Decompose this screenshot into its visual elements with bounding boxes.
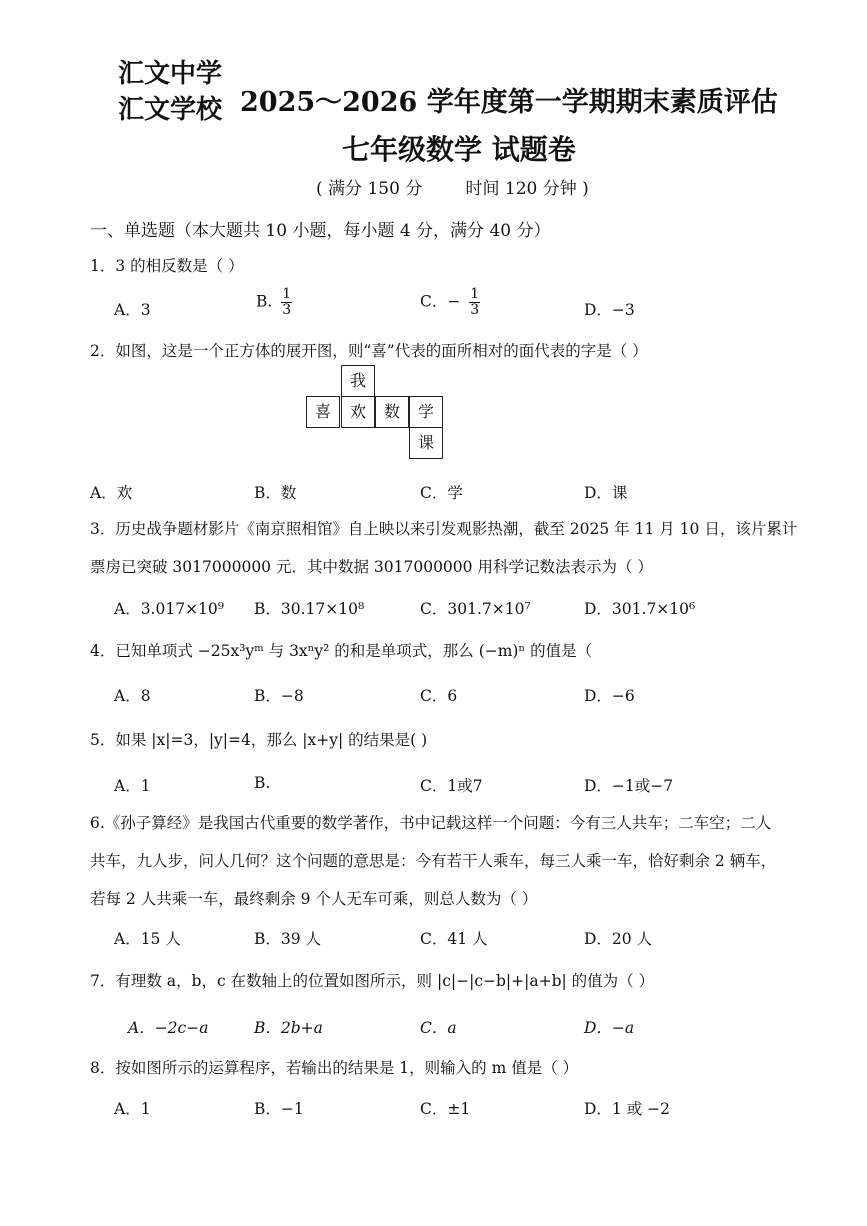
question-3-line-2: 票房已突破 3017000000 元．其中数据 3017000000 用科学记数法表示为（ ） xyxy=(90,558,653,576)
exam-subtitle: 七年级数学 试题卷 xyxy=(342,133,576,166)
section-heading: 一、单选题（本大题共 10 小题，每小题 4 分，满分 40 分） xyxy=(90,221,551,241)
question-4: 4．已知单项式 −25x³yᵐ 与 3xⁿy² 的和是单项式，那么 (−m)ⁿ 的值是（ xyxy=(90,642,593,660)
question-3-line-1: 3．历史战争题材影片《南京照相馆》自上映以来引发观影热潮，截至 2025 年 11 月 10 日，该片累计 xyxy=(90,520,798,538)
q1-option-c xyxy=(420,287,480,318)
q4-option-b: B．−8 xyxy=(254,687,304,705)
q2-option-c: C．学 xyxy=(420,484,463,502)
q8-option-c: C．±1 xyxy=(420,1100,471,1118)
q2-option-b: B．数 xyxy=(254,484,297,502)
exam-info: ( 满分 150 分 时间 120 分钟 ) xyxy=(316,179,589,199)
school-name-2: 汇文学校 xyxy=(118,95,223,125)
q6-option-c: C．41 人 xyxy=(420,930,488,948)
question-6-line-3: 若每 2 人共乘一车，最终剩余 9 个人无车可乘，则总人数为（ ） xyxy=(90,890,538,908)
q1-option-c-fraction: $\frac{1}{3}$ xyxy=(470,286,480,318)
q6-option-d: D．20 人 xyxy=(584,930,653,948)
q3-option-c: C．301.7×10⁷ xyxy=(420,600,531,618)
q8-option-d: D．1 或 −2 xyxy=(584,1100,670,1118)
q7-option-b: B．2b+a xyxy=(254,1019,323,1037)
q6-option-b: B．39 人 xyxy=(254,930,322,948)
q5-option-c: C．1或7 xyxy=(420,777,483,795)
net-cell-shu: 数 xyxy=(375,396,409,428)
q3-option-d: D．301.7×10⁶ xyxy=(584,600,696,618)
exam-title: 2025～2026 学年度第一学期期末素质评估 xyxy=(240,87,778,118)
q1-option-b-label: B. xyxy=(256,292,273,311)
q3-option-b: B．30.17×10⁸ xyxy=(254,600,365,618)
q7-option-a: A．−2c−a xyxy=(128,1019,209,1037)
net-cell-xue: 学 xyxy=(409,396,443,428)
question-1: 1．3 的相反数是（ ） xyxy=(90,257,244,275)
question-5: 5．如果 |x|=3，|y|=4，那么 |x+y| 的结果是( ) xyxy=(90,731,428,749)
question-6-line-1: 6.《孙子算经》是我国古代重要的数学著作，书中记载这样一个问题：今有三人共车；二车空；二人 xyxy=(90,814,772,832)
q5-option-b: B. xyxy=(254,774,271,792)
q1-option-d: D．−3 xyxy=(584,301,635,319)
net-cell-xi: 喜 xyxy=(306,396,340,428)
q1-option-c-label: C．− xyxy=(420,292,461,311)
q2-option-a: A．欢 xyxy=(90,484,133,502)
q5-option-a: A．1 xyxy=(114,777,151,795)
q4-option-c: C．6 xyxy=(420,687,458,705)
q6-option-a: A．15 人 xyxy=(114,930,181,948)
q8-option-a: A．1 xyxy=(114,1100,151,1118)
q3-option-a: A．3.017×10⁹ xyxy=(114,600,224,618)
q5-option-d: D．−1或−7 xyxy=(584,777,674,795)
q1-option-b xyxy=(256,287,292,318)
net-cell-wo: 我 xyxy=(341,365,375,397)
q7-option-d: D．−a xyxy=(584,1019,635,1037)
q7-option-c: C．a xyxy=(420,1019,457,1037)
net-cell-huan: 欢 xyxy=(341,396,375,428)
q8-option-b: B．−1 xyxy=(254,1100,304,1118)
question-6-line-2: 共车，九人步，问人几何？这个问题的意思是：今有若干人乘车，每三人乘一车，恰好剩余 2 辆车， xyxy=(90,852,777,870)
q2-option-d: D．课 xyxy=(584,484,628,502)
q4-option-d: D．−6 xyxy=(584,687,635,705)
net-cell-ke: 课 xyxy=(409,427,443,459)
question-8: 8．按如图所示的运算程序，若输出的结果是 1，则输入的 m 值是（ ） xyxy=(90,1059,579,1077)
q1-option-b-fraction: $\frac{1}{3}$ xyxy=(282,286,292,318)
q1-option-a: A．3 xyxy=(114,301,151,319)
question-2: 2．如图，这是一个正方体的展开图，则“喜”代表的面所相对的面代表的字是（ ） xyxy=(90,342,648,360)
question-7: 7．有理数 a，b，c 在数轴上的位置如图所示，则 |c|−|c−b|+|a+b| 的值为（ ） xyxy=(90,972,655,990)
school-name-1: 汇文中学 xyxy=(118,59,223,89)
q4-option-a: A．8 xyxy=(114,687,151,705)
